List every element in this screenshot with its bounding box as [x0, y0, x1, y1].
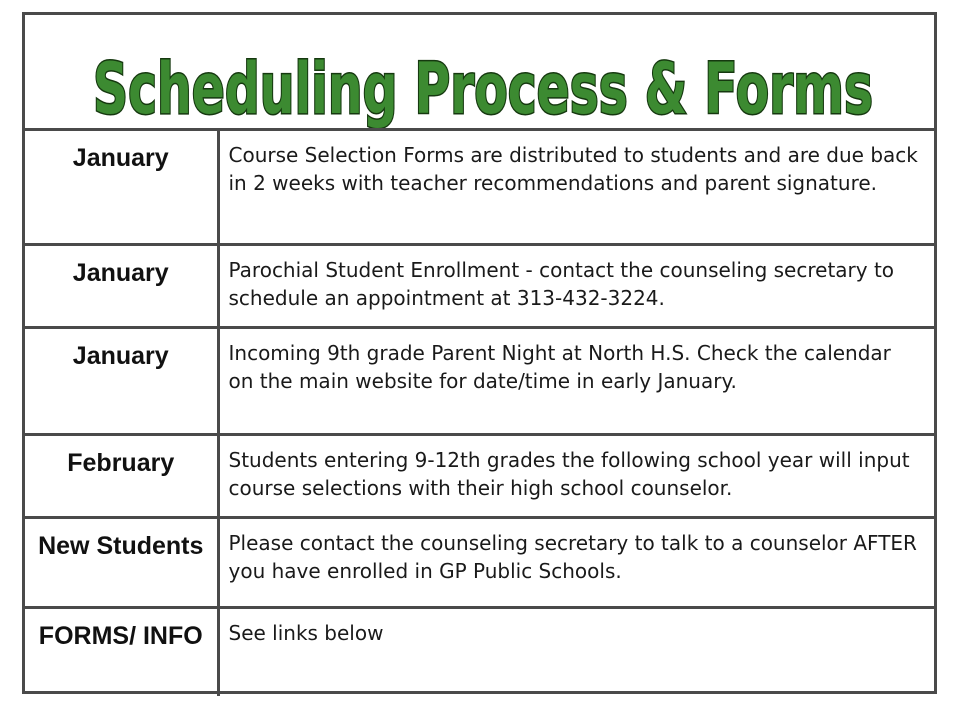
month-cell [25, 518, 218, 608]
description-text: Please contact the counseling secretary to talk to a counselor AFTER you have enrolled in GP Public Schools. [228, 531, 917, 583]
table-row [25, 328, 934, 435]
schedule-document [22, 12, 937, 694]
description-text: Parochial Student Enrollment - contact the counseling secretary to schedule an appointment at 313-432-3224. [228, 258, 895, 310]
month-label: January [72, 342, 169, 370]
description-cell [218, 245, 934, 328]
month-cell [25, 130, 218, 245]
month-label: January [72, 259, 169, 287]
description-cell [218, 435, 934, 518]
table-row [25, 435, 934, 518]
description-cell [218, 518, 934, 608]
month-cell [25, 608, 218, 696]
month-cell [25, 328, 218, 435]
description-text: Students entering 9-12th grades the following school year will input course selections with their high school counselor. [228, 448, 910, 500]
month-label: February [67, 449, 175, 477]
month-label: New Students [38, 532, 204, 560]
page-title: Scheduling Process & Forms [93, 48, 873, 130]
description-cell [218, 130, 934, 245]
page-title-graphic [25, 15, 934, 145]
description-text: See links below [228, 621, 384, 645]
description-text: Incoming 9th grade Parent Night at North H.S. Check the calendar on the main website for date/time in early January. [228, 341, 891, 393]
description-cell [218, 328, 934, 435]
schedule-table [25, 128, 934, 696]
description-cell [218, 608, 934, 696]
table-row [25, 518, 934, 608]
title-area [25, 15, 934, 130]
table-row [25, 245, 934, 328]
month-cell [25, 245, 218, 328]
table-row [25, 130, 934, 245]
month-cell [25, 435, 218, 518]
table-row [25, 608, 934, 696]
month-label: FORMS/ INFO [38, 622, 203, 650]
description-text: Course Selection Forms are distributed to students and are due back in 2 weeks with teacher recommendations and parent signature. [228, 143, 918, 195]
month-label: January [72, 144, 169, 172]
